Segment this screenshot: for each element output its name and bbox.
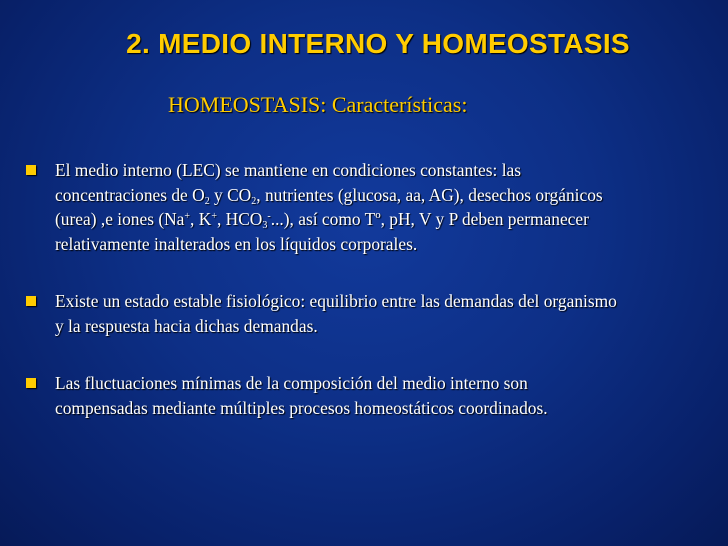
bullet-line <box>55 183 715 208</box>
subscript: 2 <box>204 195 210 207</box>
bullet-line: compensadas mediante múltiples procesos homeostáticos coordinados. <box>55 397 548 418</box>
slide-title <box>0 28 728 60</box>
slide-title-text: 2. MEDIO INTERNO Y HOMEOSTASIS <box>126 28 630 59</box>
bullet-line <box>55 207 715 232</box>
square-bullet-icon <box>26 165 36 175</box>
subscript: 2 <box>251 195 257 207</box>
slide-subtitle: HOMEOSTASIS: Características: <box>168 92 468 117</box>
text-run: ...), así como Tº, pH, V y P deben permanecer <box>270 209 589 229</box>
text-run: y CO <box>209 184 252 205</box>
bullet-line: El medio interno (LEC) se mantiene en condiciones constantes: las <box>55 160 522 180</box>
square-bullet-icon <box>26 296 36 306</box>
superscript: + <box>211 211 217 222</box>
text-run: , HCO <box>216 209 263 229</box>
bullet-line: relativamente inalterados en los líquidos corporales. <box>55 233 418 254</box>
square-bullet-icon <box>26 378 36 388</box>
bullet-text <box>55 289 715 338</box>
subscript: 3 <box>262 220 268 231</box>
text-run: concentraciones de O <box>55 184 205 205</box>
text-run: , K <box>190 209 212 229</box>
bullet-text <box>55 158 715 256</box>
superscript: + <box>184 211 191 222</box>
text-run: (urea) ,e iones (Na <box>55 209 185 229</box>
bullet-line: Existe un estado estable fisiológico: equilibrio entre las demandas del organismo <box>55 291 617 311</box>
bullet-line: Las fluctuaciones mínimas de la composición del medio interno son <box>55 373 528 393</box>
bullet-line: y la respuesta hacia dichas demandas. <box>55 315 318 336</box>
bullet-text <box>55 371 715 420</box>
superscript: - <box>267 211 271 222</box>
text-run: , nutrientes (glucosa, aa, AG), desechos orgánicos <box>256 184 603 205</box>
